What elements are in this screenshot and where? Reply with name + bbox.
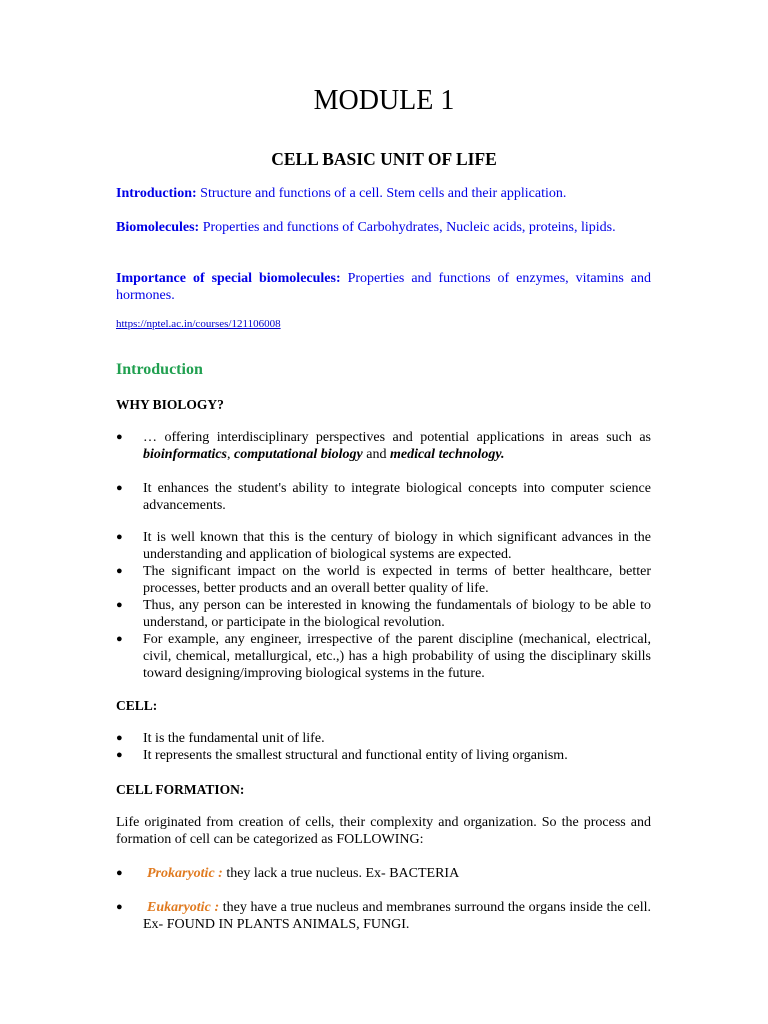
syllabus-label: Introduction: [116,186,197,201]
introduction-heading: Introduction [116,361,203,378]
bullet-text: It is the fundamental unit of life. [143,731,325,746]
cell-bullet-2 [116,747,651,764]
bullet-icon: ● [116,749,123,761]
bullet-text: It is well known that this is the century of biology in which significant advances in the understanding and application of biological systems are expected. [143,530,651,562]
bullet-icon: ● [116,482,123,494]
why-biology-heading: WHY BIOLOGY? [116,397,224,412]
module-title: MODULE 1 [313,85,455,116]
syllabus-biomolecules [116,219,651,236]
bullet-text: The significant impact on the world is expected in terms of better healthcare, better processes, better products and an overall better quality of life. [143,564,651,596]
term-computational-biology: computational biology [234,447,363,462]
syllabus-special-biomolecules [116,270,651,304]
why-bullet-5 [116,597,651,631]
syllabus-label: Importance of special biomolecules: [116,271,341,286]
type-prokaryotic [116,865,651,882]
bullet-text: … offering interdisciplinary perspectives and potential applications in areas such as [143,430,651,445]
bullet-icon: ● [116,531,123,543]
why-bullet-1 [116,429,651,463]
bullet-icon: ● [116,633,123,645]
nptel-course-link[interactable]: https://nptel.ac.in/courses/121106008 [116,318,281,330]
type-description: they have a true nucleus and membranes surround the organs inside the cell. Ex- FOUND IN PLANTS ANIMALS, FUNGI. [143,900,651,932]
cell-heading: CELL: [116,698,158,713]
why-bullet-3 [116,529,651,563]
bullet-text: It represents the smallest structural and functional entity of living organism. [143,748,568,763]
bullet-icon: ● [116,732,123,744]
bullet-icon: ● [116,901,123,913]
syllabus-text: Structure and functions of a cell. Stem cells and their application. [200,186,567,201]
term-bioinformatics: bioinformatics [143,447,228,462]
why-bullet-2 [116,480,651,514]
cell-bullet-1 [116,730,651,747]
why-bullet-4 [116,563,651,597]
bullet-icon: ● [116,565,123,577]
syllabus-text: Properties and functions of Carbohydrates, Nucleic acids, proteins, lipids. [202,220,616,235]
cell-formation-paragraph: Life originated from creation of cells, their complexity and organization. So the process and formation of cell can be categorized as FOLLOWING: [116,815,651,847]
why-bullet-6 [116,631,651,682]
bullet-text: Thus, any person can be interested in knowing the fundamentals of biology to be able to understand, or participate in the biological revolution. [143,598,651,630]
bullet-text: For example, any engineer, irrespective of the parent discipline (mechanical, electrical, civil, chemical, metallurgical, etc.,) has a high probability of using the disciplinary skills toward designing/improving biological systems in the future. [143,632,651,681]
separator: , [227,447,231,462]
term-eukaryotic: Eukaryotic : [147,900,220,915]
document-title: CELL BASIC UNIT OF LIFE [271,149,497,169]
term-medical-technology: medical technology. [389,447,505,462]
syllabus-introduction [116,185,651,202]
syllabus-label: Biomolecules: [116,220,200,235]
type-description: they lack a true nucleus. Ex- BACTERIA [226,866,460,881]
conjunction: and [366,447,387,462]
bullet-icon: ● [116,431,123,443]
type-eukaryotic [116,899,651,933]
bullet-icon: ● [116,867,123,879]
cell-formation-heading: CELL FORMATION: [116,782,245,797]
term-prokaryotic: Prokaryotic : [147,866,223,881]
syllabus-text: Properties and functions of enzymes, vitamins and hormones. [116,271,651,303]
bullet-icon: ● [116,599,123,611]
bullet-text: It enhances the student's ability to integrate biological concepts into computer science advancements. [143,481,651,513]
